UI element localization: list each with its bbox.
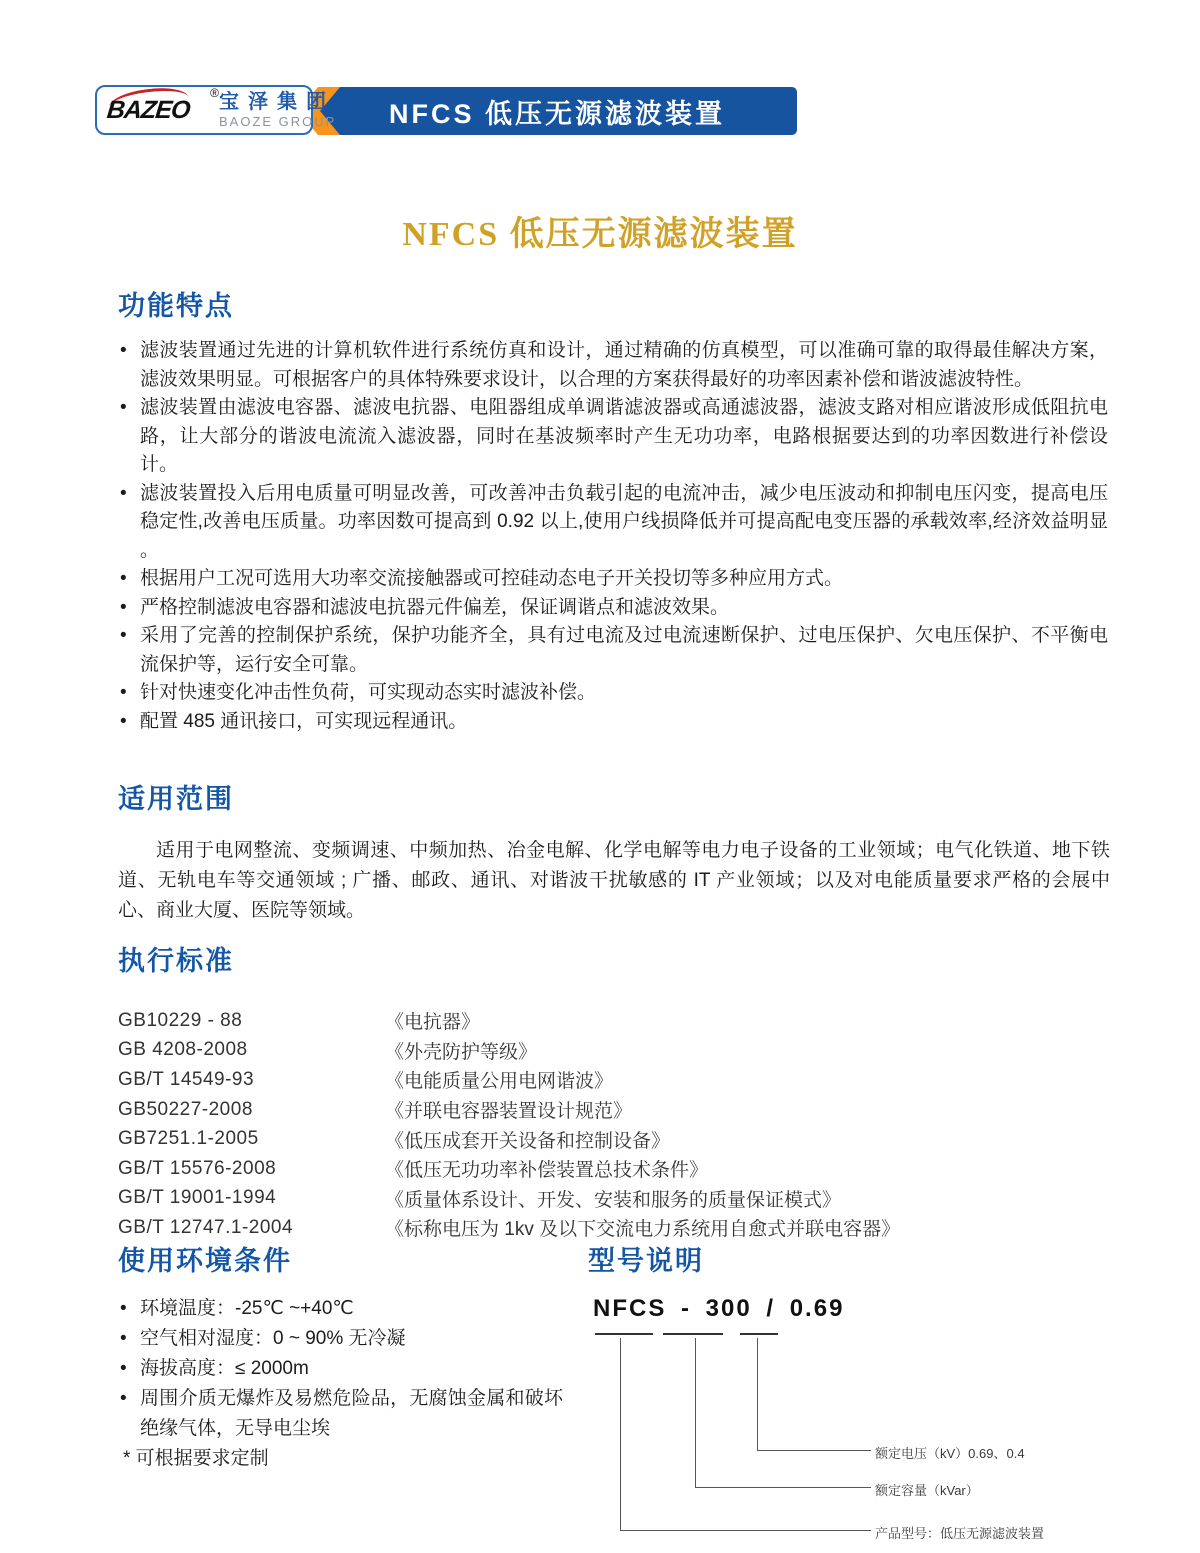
standard-row [118,1095,1078,1125]
features-heading: 功能特点 [118,291,234,321]
standard-title: 《电能质量公用电网谐波》 [385,1071,614,1093]
standard-title: 《标称电压为 1kv 及以下交流电力系统用自愈式并联电容器》 [385,1219,901,1241]
standard-row [118,1154,1078,1184]
scope-paragraph: 适用于电网整流、变频调速、中频加热、冶金电解、化学电解等电力电子设备的工业领域；电气化铁道、地下铁道、无轨电车等交通领域 ; 广播、邮政、通讯、对谐波干扰敏感的 IT 产业领域；以及对电能质量要求严格的会展中心、商业大厦、医院等领域。 [118,840,1110,921]
logo-wordmark [105,85,219,125]
standard-code: GB/T 14549-93 [118,1068,255,1090]
feature-item: • 配置 485 通讯接口，可实现远程通讯。 [118,708,1108,737]
standard-code: GB7251.1-2005 [118,1128,259,1150]
standard-code: GB/T 15576-2008 [118,1157,277,1179]
header-banner [317,87,797,135]
feature-item: • 滤波装置由滤波电容器、滤波电抗器、电阻器组成单调谐滤波器或高通滤波器，滤波支路对相应谐波形成低阻抗电路，让大部分的谐波电流流入滤波器，同时在基波频率时产生无功功率，电路根据要达到的功率因数进行补偿设计。 [118,394,1108,480]
standards-list [118,1006,1078,1243]
model-heading: 型号说明 [588,1246,704,1276]
model-code-text: NFCS - 300 / 0.69 [593,1295,845,1322]
environment-item: • 海拔高度：≤ 2000m [118,1354,563,1384]
features-section [118,290,1108,736]
feature-item: • 严格控制滤波电容器和滤波电抗器元件偏差，保证调谐点和滤波效果。 [118,594,1108,623]
standards-heading: 执行标准 [118,946,234,976]
environment-item: • 空气相对湿度：0 ~ 90% 无冷凝 [118,1324,563,1354]
environment-list [118,1294,563,1444]
model-underline-nfcs [595,1333,653,1335]
standard-code: GB50227-2008 [118,1098,253,1120]
standards-section [118,945,1078,1243]
standard-row [118,1213,1078,1243]
scope-heading: 适用范围 [118,784,234,814]
company-name-cn: 宝泽集团 [219,90,335,113]
environment-heading: 使用环境条件 [118,1246,292,1276]
standard-title: 《质量体系设计、开发、安装和服务的质量保证模式》 [385,1189,842,1211]
scope-section [118,783,1110,926]
model-label-rated-capacity: 额定容量（kVar） [875,1483,979,1498]
model-label-product-type: 产品型号：低压无源滤波装置 [875,1526,1045,1541]
standard-row [118,1006,1078,1036]
model-section [588,1245,1200,1553]
standard-code: GB10229 - 88 [118,1009,243,1031]
feature-item: • 滤波装置投入后用电质量可明显改善，可改善冲击负载引起的电流冲击，减少电压波动和抑制电压闪变，提高电压稳定性,改善电压质量。功率因数可提高到 0.92 以上,使用户线损降低并可提高配电变压器的承载效率,经济效益明显 。 [118,480,1108,566]
environment-item: • 环境温度：-25℃ ~+40℃ [118,1294,563,1324]
feature-item: • 根据用户工况可选用大功率交流接触器或可控硅动态电子开关投切等多种应用方式。 [118,565,1108,594]
standard-row [118,1036,1078,1066]
standard-code: GB 4208-2008 [118,1039,248,1061]
standard-title: 《低压无功功率补偿装置总技术条件》 [385,1160,709,1182]
environment-item: • 周围介质无爆炸及易燃危险品，无腐蚀金属和破坏绝缘气体，无导电尘埃 [118,1384,563,1444]
header [95,85,805,139]
standard-title: 《低压成套开关设备和控制设备》 [385,1130,671,1152]
environment-section [118,1245,563,1474]
feature-item: • 采用了完善的控制保护系统，保护功能齐全，具有过电流及过电流速断保护、过电压保护、欠电压保护、不平衡电流保护等，运行安全可靠。 [118,622,1108,679]
company-name-en: BAOZE GROUP [219,113,337,129]
logo-brand-text: BAZEO [105,95,192,124]
model-underline-voltage [740,1333,778,1335]
model-connector-line-product [620,1338,871,1531]
features-list [118,337,1108,736]
standard-title: 《并联电容器装置设计规范》 [385,1101,633,1123]
registered-trademark-icon: ® [210,85,219,100]
feature-item: • 针对快速变化冲击性负荷，可实现动态实时滤波补偿。 [118,679,1108,708]
standard-title: 《电抗器》 [385,1012,481,1034]
page-title: NFCS 低压无源滤波装置 [402,216,798,253]
header-banner-title: NFCS 低压无源滤波装置 [389,98,725,129]
standard-code: GB/T 19001-1994 [118,1187,277,1209]
logo-names [219,91,336,129]
feature-item: • 滤波装置通过先进的计算机软件进行系统仿真和设计，通过精确的仿真模型，可以准确可靠的取得最佳解决方案，滤波效果明显。可根据客户的具体特殊要求设计，以合理的方案获得最好的功率因素补偿和谐波滤波特性。 [118,337,1108,394]
model-label-rated-voltage: 额定电压（kV）0.69、0.4 [875,1446,1025,1461]
standard-code: GB/T 12747.1-2004 [118,1216,294,1238]
standard-row [118,1124,1078,1154]
company-logo [95,85,337,135]
standard-row [118,1065,1078,1095]
standard-title: 《外壳防护等级》 [385,1041,538,1063]
standard-row [118,1184,1078,1214]
environment-note: * 可根据要求定制 [123,1448,269,1469]
model-underline-capacity [663,1333,723,1335]
